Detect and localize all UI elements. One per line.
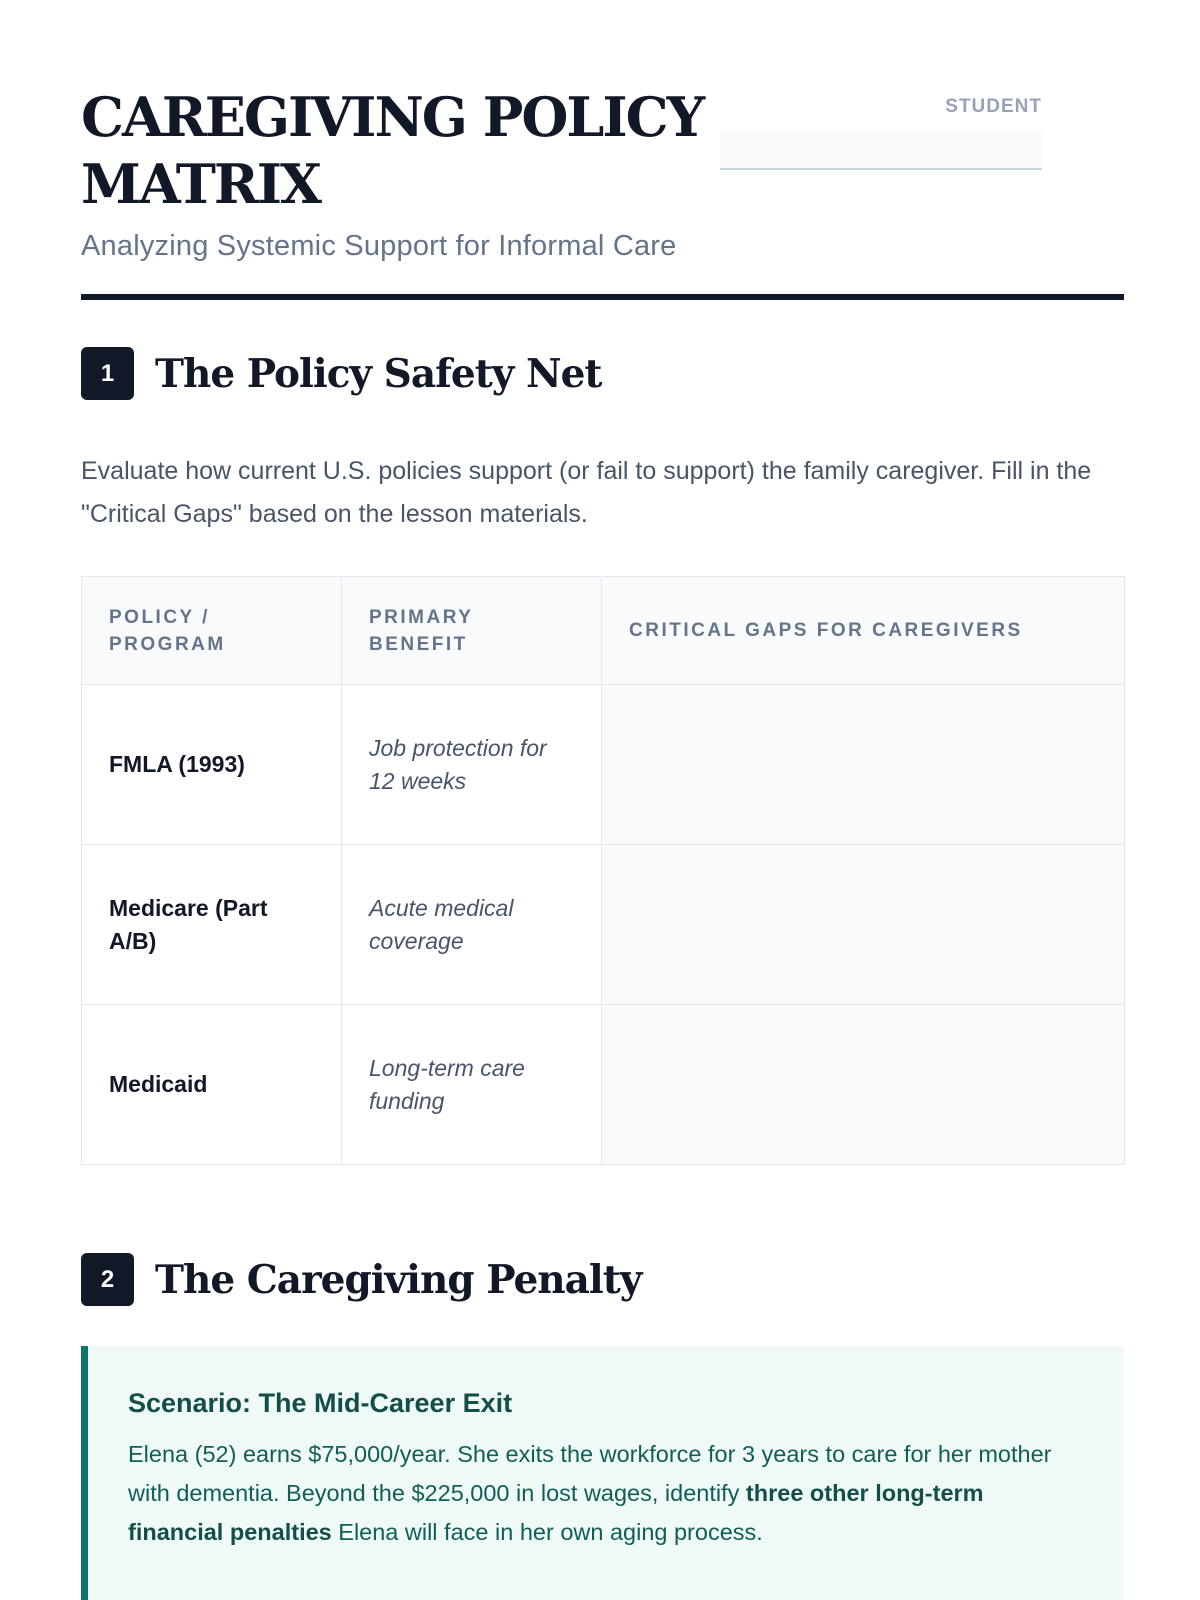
gap-answer-cell[interactable] xyxy=(602,845,1125,1005)
table-row xyxy=(82,1005,1125,1165)
program-cell: FMLA (1993) xyxy=(82,685,342,845)
policy-matrix-table xyxy=(81,576,1125,1165)
section-1-instructions: Evaluate how current U.S. policies support (or fail to support) the family caregiver. Fill in the "Critical Gaps" based on the lesson materials. xyxy=(81,457,1092,528)
scenario-text-end: Elena will face in her own aging process. xyxy=(331,1519,763,1545)
section-title: The Policy Safety Net xyxy=(155,350,602,397)
program-cell: Medicaid xyxy=(82,1005,342,1165)
benefit-cell: Job protection for 12 weeks xyxy=(342,685,602,845)
table-row xyxy=(82,685,1125,845)
scenario-text-intro: Elena (52) earns $75,000/year. She exits the workforce for 3 years to care for her mother with dementia. Beyond the $225,000 in lost wages, identify xyxy=(128,1441,1052,1506)
benefit-cell: Long-term care funding xyxy=(342,1005,602,1165)
student-block xyxy=(720,96,1042,170)
scenario-title: Scenario: The Mid-Career Exit xyxy=(128,1388,513,1418)
scenario-text-emphasis: three other long-term financial penalties xyxy=(128,1480,984,1545)
column-header-policy: POLICY / PROGRAM xyxy=(82,577,342,685)
scenario-text xyxy=(128,1435,1084,1552)
column-header-benefit: PRIMARY BENEFIT xyxy=(342,577,602,685)
student-label: STUDENT xyxy=(945,96,1042,117)
section-title: The Caregiving Penalty xyxy=(155,1256,642,1303)
program-cell: Medicare (Part A/B) xyxy=(82,845,342,1005)
student-name-field[interactable] xyxy=(720,130,1042,170)
section-1-heading xyxy=(81,347,601,400)
page-title: CAREGIVING POLICY MATRIX xyxy=(81,85,704,216)
benefit-cell: Acute medical coverage xyxy=(342,845,602,1005)
gap-answer-cell[interactable] xyxy=(602,1005,1125,1165)
header-divider xyxy=(81,294,1124,300)
gap-answer-cell[interactable] xyxy=(602,685,1125,845)
section-number-badge: 1 xyxy=(81,347,134,400)
table-header-row xyxy=(82,577,1125,685)
section-2-heading xyxy=(81,1253,641,1306)
table-row xyxy=(82,845,1125,1005)
page-subtitle: Analyzing Systemic Support for Informal Care xyxy=(81,230,677,262)
section-number-badge: 2 xyxy=(81,1253,134,1306)
column-header-gaps: CRITICAL GAPS FOR CAREGIVERS xyxy=(602,577,1125,685)
scenario-callout xyxy=(81,1346,1124,1600)
